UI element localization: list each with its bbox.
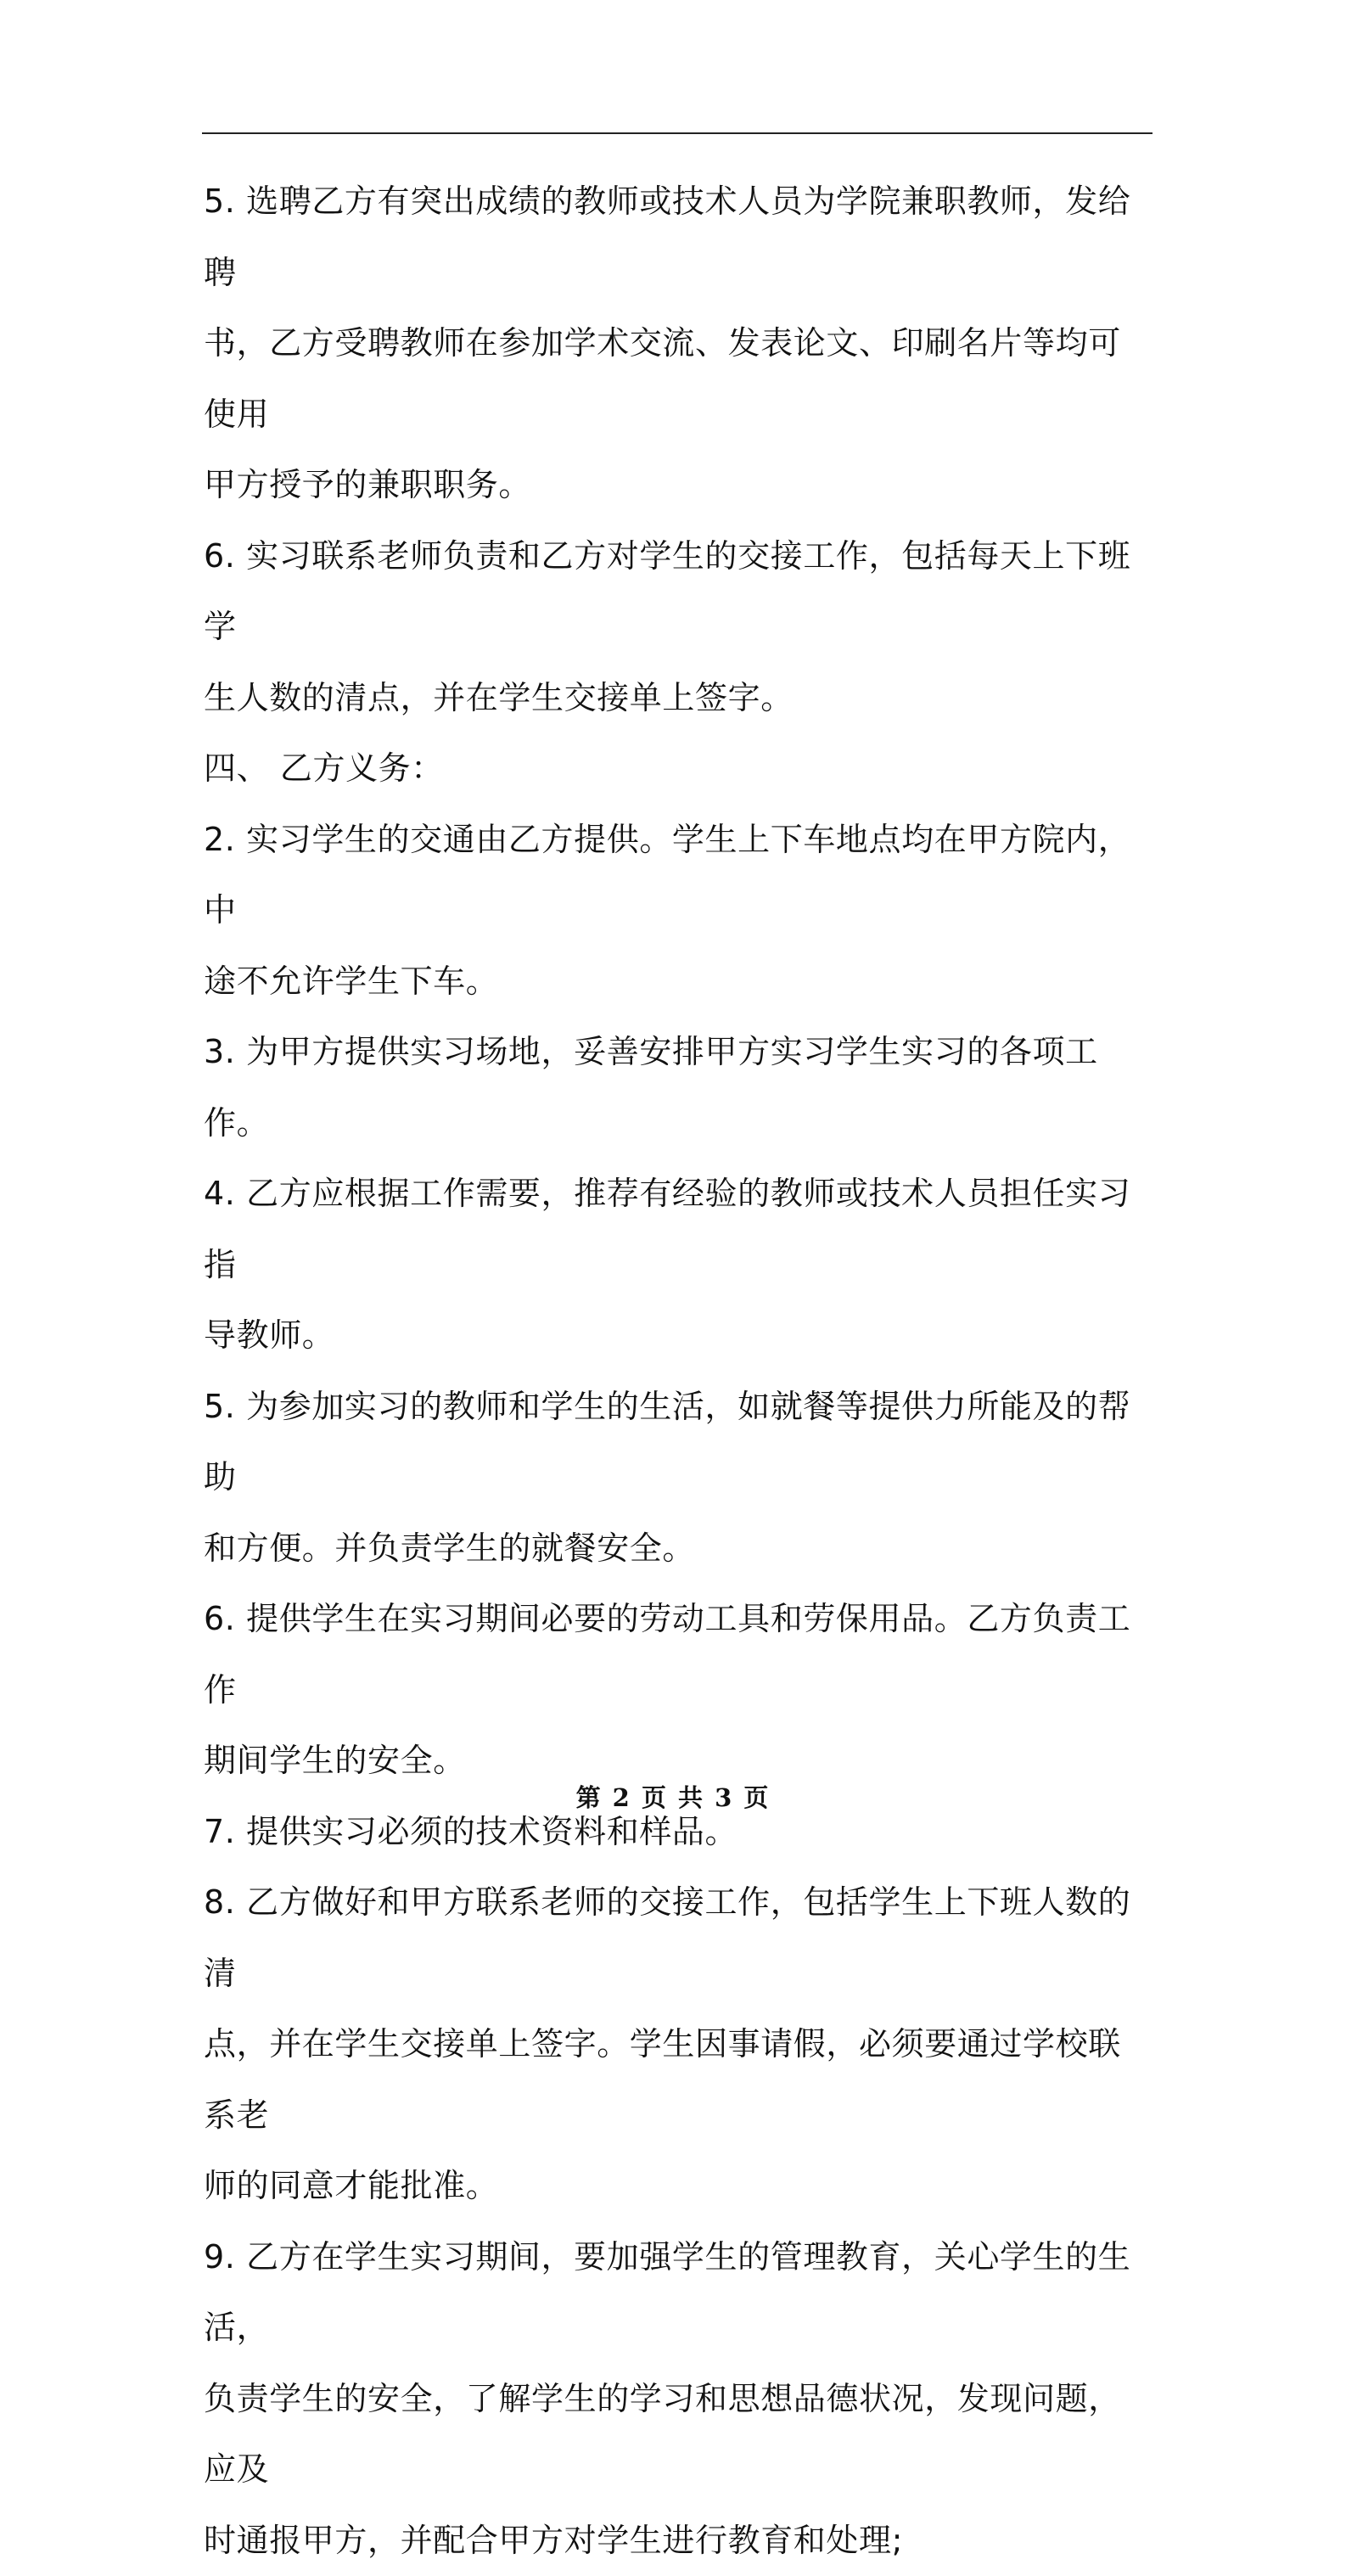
text-line: 5. 选聘乙方有突出成绩的教师或技术人员为学院兼职教师，发给聘 bbox=[204, 166, 1150, 308]
text-line: 师的同意才能批准。 bbox=[204, 2151, 1150, 2222]
text-line: 点，并在学生交接单上签字。学生因事请假，必须要通过学校联系老 bbox=[204, 2009, 1150, 2151]
text-line: 和方便。并负责学生的就餐安全。 bbox=[204, 1513, 1150, 1585]
text-line: 6. 实习联系老师负责和乙方对学生的交接工作，包括每天上下班学 bbox=[204, 521, 1150, 663]
text-line: 4. 乙方应根据工作需要，推荐有经验的教师或技术人员担任实习指 bbox=[204, 1159, 1150, 1300]
text-line: 生人数的清点，并在学生交接单上签字。 bbox=[204, 663, 1150, 734]
page-number: 第 2 页 共 3 页 bbox=[576, 1779, 771, 1814]
text-line: 时通报甲方，并配合甲方对学生进行教育和处理; bbox=[204, 2506, 1150, 2576]
header-divider bbox=[202, 132, 1153, 134]
text-line: 负责学生的安全，了解学生的学习和思想品德状况，发现问题，应及 bbox=[204, 2364, 1150, 2506]
text-line: 途不允许学生下车。 bbox=[204, 946, 1150, 1018]
text-line: 书，乙方受聘教师在参加学术交流、发表论文、印刷名片等均可使用 bbox=[204, 308, 1150, 450]
text-line: 8. 乙方做好和甲方联系老师的交接工作，包括学生上下班人数的清 bbox=[204, 1867, 1150, 2009]
text-line: 6. 提供学生在实习期间必要的劳动工具和劳保用品。乙方负责工作 bbox=[204, 1584, 1150, 1726]
section-heading: 四、 乙方义务： bbox=[204, 733, 1150, 805]
page-footer bbox=[0, 1779, 1346, 1814]
text-line: 5. 为参加实习的教师和学生的生活，如就餐等提供力所能及的帮助 bbox=[204, 1372, 1150, 1513]
text-line: 甲方授予的兼职职务。 bbox=[204, 450, 1150, 521]
document-body bbox=[204, 166, 1150, 2576]
text-line: 导教师。 bbox=[204, 1300, 1150, 1372]
text-line: 7. 提供实习必须的技术资料和样品。 bbox=[204, 1797, 1150, 1868]
text-line: 期间学生的安全。 bbox=[204, 1726, 1150, 1797]
text-line: 9. 乙方在学生实习期间，要加强学生的管理教育，关心学生的生活， bbox=[204, 2222, 1150, 2364]
text-line: 2. 实习学生的交通由乙方提供。学生上下车地点均在甲方院内，中 bbox=[204, 805, 1150, 946]
text-line: 3. 为甲方提供实习场地，妥善安排甲方实习学生实习的各项工作。 bbox=[204, 1017, 1150, 1159]
